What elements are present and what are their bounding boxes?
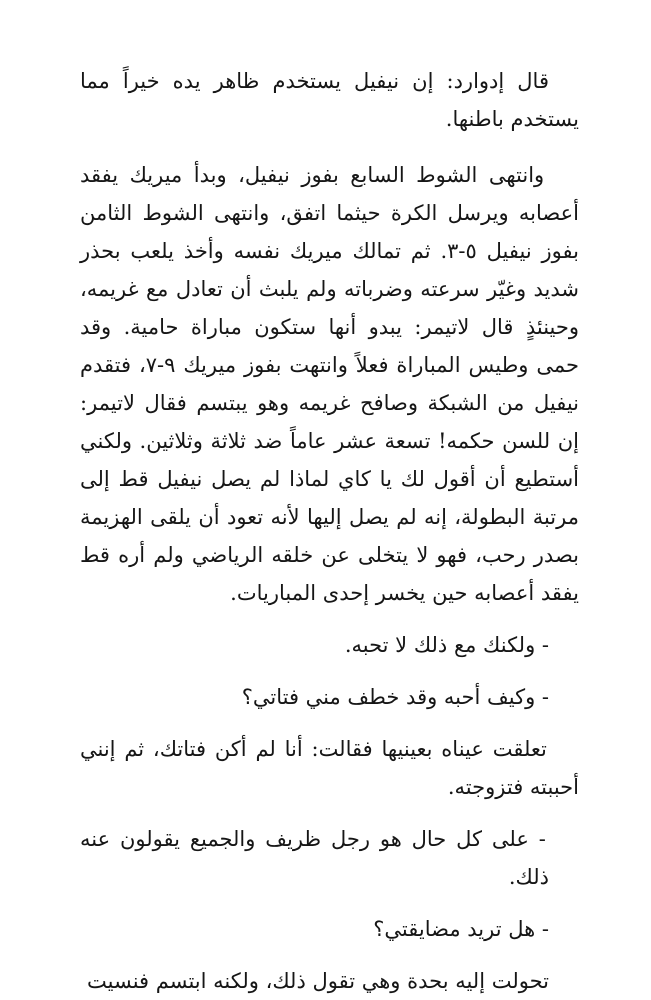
text-line: عشر عاماً ضد ثلاثة وثلاثين. ولكني أستطيع أن أقول لك [80, 429, 580, 491]
text-line: المباريات. [230, 581, 317, 605]
dialogue-line [80, 910, 579, 948]
text-line: إليها لأنه تعود أن يلقى الهزيمة بصدر رحب، فهو لا يتخلى [80, 505, 579, 567]
text-line: تعلقت عيناه بعينيها فقالت: أنا لم أكن فتاتك، ثم إنني [80, 737, 547, 761]
text-line: وغيّر سرعته وضرباته ولم يلبث أن تعادل مع غريمه، وحينئذٍ [80, 277, 579, 339]
text-line: عن خلقه الرياضي ولم أره قط يفقد أعصابه حين يخسر إحدى [80, 543, 579, 605]
dialogue-line [80, 820, 579, 896]
text-line: نيفيل ٥-٣. ثم تمالك ميريك نفسه وأخذ يلعب بحذر شديد [80, 239, 579, 301]
dialogue-line [80, 678, 579, 716]
text-line: - هل تريد مضايقتي؟ [373, 917, 549, 941]
paragraph-edward-remark [80, 62, 579, 138]
text-line: ذلك. [508, 865, 549, 889]
page-bottom-edge [0, 994, 651, 1000]
text-line: - على كل حال هو رجل ظريف والجميع يقولون عنه [80, 827, 546, 851]
page-text [80, 62, 579, 1000]
paragraph-match-narration [80, 156, 579, 612]
text-line: وصافح غريمه وهو يبتسم فقال لاتيمر: إن للسن حكمه! تسعة [80, 391, 579, 453]
text-line: باطنها. [445, 107, 504, 131]
text-line: أعصابه ويرسل الكرة حيثما اتفق، وانتهى الشوط الثامن بفوز [80, 201, 579, 263]
text-line: أحببته فتزوجته. [447, 775, 579, 799]
text-line: تحولت إليه بحدة وهي تقول ذلك، ولكنه ابتسم فنسيت [87, 969, 549, 993]
text-line: وانتهى الشوط السابع بفوز نيفيل، وبدأ ميريك يفقد [80, 163, 545, 187]
text-line: قال إدوارد: إن نيفيل يستخدم ظاهر يده خيراً مما يستخدم [80, 69, 579, 131]
text-line: - ولكنك مع ذلك لا تحبه. [344, 633, 549, 657]
paragraph-narration [80, 730, 579, 806]
text-line: المباراة فعلاً وانتهت بفوز ميريك ٩-٧، فتقدم نيفيل من الشبكة [80, 353, 579, 415]
text-line: قال لاتيمر: يبدو أنها ستكون مباراة حامية. وقد حمى وطيس [80, 315, 579, 377]
text-line: - وكيف أحبه وقد خطف مني فتاتي؟ [241, 685, 549, 709]
text-line: يا كاي لماذا لم يصل نيفيل قط إلى مرتبة البطولة، إنه لم يصل [80, 467, 579, 529]
dialogue-line [80, 626, 579, 664]
